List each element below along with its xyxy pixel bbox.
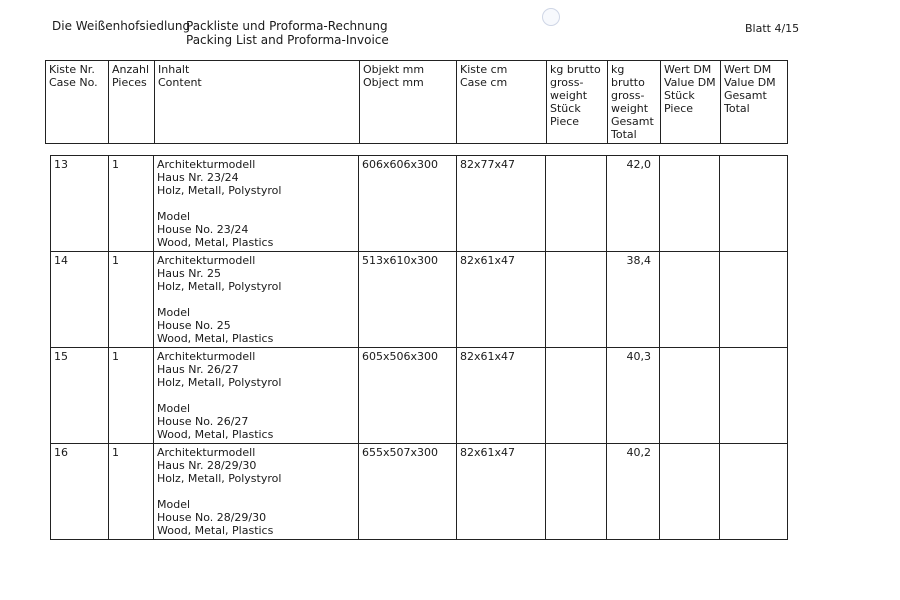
table-row: [51, 444, 788, 540]
case-dimensions: 82x61x47: [457, 252, 546, 348]
value-total: [720, 252, 788, 348]
kg-total: 40,3: [607, 348, 660, 444]
kg-total: 40,2: [607, 444, 660, 540]
value-per-piece: [660, 348, 720, 444]
value-total: [720, 156, 788, 252]
pieces-count: 1: [109, 156, 154, 252]
case-number: 14: [51, 252, 109, 348]
value-per-piece: [660, 444, 720, 540]
case-number: 15: [51, 348, 109, 444]
object-dimensions: 605x506x300: [359, 348, 457, 444]
pieces-count: 1: [109, 444, 154, 540]
kg-per-piece: [546, 156, 607, 252]
content-description: Architekturmodell Haus Nr. 23/24 Holz, Metall, Polystyrol Model House No. 23/24 Wood, Metal, Plastics: [154, 156, 359, 252]
object-dimensions: 513x610x300: [359, 252, 457, 348]
case-dimensions: 82x61x47: [457, 348, 546, 444]
kg-per-piece: [546, 444, 607, 540]
header-case-cm: Kiste cm Case cm: [457, 61, 547, 144]
value-total: [720, 348, 788, 444]
object-dimensions: 655x507x300: [359, 444, 457, 540]
pieces-count: 1: [109, 348, 154, 444]
document-title-en: Packing List and Proforma-Invoice: [186, 33, 389, 47]
header-pieces: Anzahl Pieces: [109, 61, 155, 144]
case-dimensions: 82x77x47: [457, 156, 546, 252]
packing-list-table: [50, 155, 788, 540]
kg-total: 42,0: [607, 156, 660, 252]
column-header-table: [45, 60, 788, 144]
case-number: 16: [51, 444, 109, 540]
content-description: Architekturmodell Haus Nr. 26/27 Holz, Metall, Polystyrol Model House No. 26/27 Wood, Metal, Plastics: [154, 348, 359, 444]
header-case-no: Kiste Nr. Case No.: [46, 61, 109, 144]
content-description: Architekturmodell Haus Nr. 25 Holz, Metall, Polystyrol Model House No. 25 Wood, Metal, Plastics: [154, 252, 359, 348]
kg-per-piece: [546, 252, 607, 348]
header-value-piece: Wert DM Value DM Stück Piece: [661, 61, 721, 144]
kg-total: 38,4: [607, 252, 660, 348]
object-dimensions: 606x606x300: [359, 156, 457, 252]
pieces-count: 1: [109, 252, 154, 348]
kg-per-piece: [546, 348, 607, 444]
header-content: Inhalt Content: [155, 61, 360, 144]
header-object-mm: Objekt mm Object mm: [360, 61, 457, 144]
header-value-total: Wert DM Value DM Gesamt Total: [721, 61, 788, 144]
table-row: [51, 252, 788, 348]
content-description: Architekturmodell Haus Nr. 28/29/30 Holz, Metall, Polystyrol Model House No. 28/29/30 Wood, Metal, Plastics: [154, 444, 359, 540]
document-title-de: Packliste und Proforma-Rechnung: [186, 19, 388, 33]
header-kg-total: kg brutto gross- weight Gesamt Total: [608, 61, 661, 144]
organization-name: Die Weißenhofsiedlung: [52, 19, 191, 33]
case-number: 13: [51, 156, 109, 252]
value-per-piece: [660, 156, 720, 252]
value-per-piece: [660, 252, 720, 348]
punch-hole-mark: [542, 8, 560, 26]
table-row: [51, 348, 788, 444]
sheet-number: Blatt 4/15: [745, 22, 800, 35]
case-dimensions: 82x61x47: [457, 444, 546, 540]
header-kg-piece: kg brutto gross- weight Stück Piece: [547, 61, 608, 144]
value-total: [720, 444, 788, 540]
table-row: [51, 156, 788, 252]
